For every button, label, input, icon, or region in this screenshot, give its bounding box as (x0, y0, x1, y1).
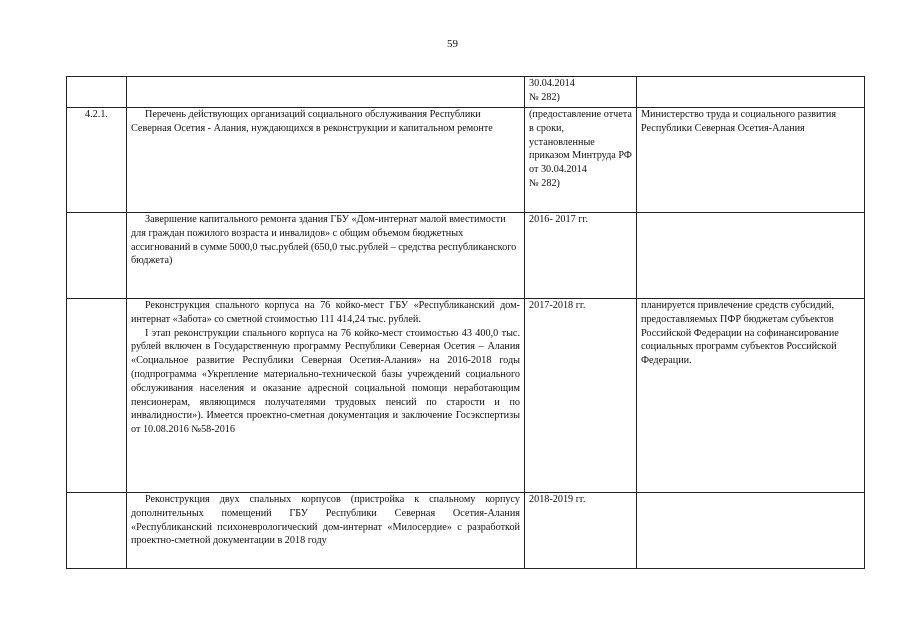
description-cell: Реконструкция двух спальных корпусов (пристройка к спальному корпусу дополнительных помещений ГБУ Республики Северная Осетия-Алания «Республиканский психоневрологический дом-интернат «Милосердие» с разработкой проектно-сметной документации в 2018 году (127, 493, 525, 569)
table-row (67, 108, 865, 213)
deadline-cell: 2016- 2017 гг. (525, 213, 637, 299)
deadline-cell: 2017-2018 гг. (525, 299, 637, 493)
item-number-cell (67, 213, 127, 299)
deadline-cell: 2018-2019 гг. (525, 493, 637, 569)
item-number-cell (67, 77, 127, 108)
executor-cell: планируется привлечение средств субсидий, предоставляемых ПФР бюджетам субъектов Российской Федерации на софинансирование социальных программ субъектов Российской Федерации. (637, 299, 865, 493)
executor-cell (637, 213, 865, 299)
description-cell (127, 299, 525, 493)
measures-table (66, 76, 865, 569)
description-paragraph: I этап реконструкции спального корпуса на 76 койко-мест стоимостью 43 400,0 тыс. рублей включен в Государственную программу Республики Северная Осетия – Алания «Социальное развитие Республики Северная Осетия-Алания» на 2016-2018 годы (подпрограмма «Укрепление материально-технической базы учреждений социального обслуживания населения и оказание адресной социальной помощи неработающим пенсионерам, являющимся получателями трудовых пенсий по старости и по инвалидности»). Имеется проектно-сметная документация и заключение Госэкспертизы от 10.08.2016 №58-2016 (131, 327, 520, 436)
description-paragraph: Реконструкция спального корпуса на 76 койко-мест ГБУ «Республиканский дом-интернат «Забота» со сметной стоимостью 111 414,24 тыс. рублей. (131, 300, 520, 325)
table-row (67, 493, 865, 569)
table-row (67, 213, 865, 299)
executor-cell (637, 77, 865, 108)
table-row (67, 77, 865, 108)
description-cell: Перечень действующих организаций социального обслуживания Республики Северная Осетия - Алания, нуждающихся в реконструкции и капитальном ремонте (127, 108, 525, 213)
page-number: 59 (447, 38, 458, 50)
deadline-cell: 30.04.2014 № 282) (525, 77, 637, 108)
item-number-cell (67, 299, 127, 493)
description-cell (127, 77, 525, 108)
item-number-cell: 4.2.1. (67, 108, 127, 213)
executor-cell (637, 493, 865, 569)
table-row (67, 299, 865, 493)
executor-cell: Министерство труда и социального развития Республики Северная Осетия-Алания (637, 108, 865, 213)
item-number-cell (67, 493, 127, 569)
description-cell: Завершение капитального ремонта здания ГБУ «Дом-интернат малой вместимости для граждан пожилого возраста и инвалидов» с общим объемом бюджетных ассигнований в сумме 5000,0 тыс.рублей (650,0 тыс.рублей – средства республиканского бюджета) (127, 213, 525, 299)
deadline-cell: (предоставление отчета в сроки, установленные приказом Минтруда РФ от 30.04.2014 № 282) (525, 108, 637, 213)
